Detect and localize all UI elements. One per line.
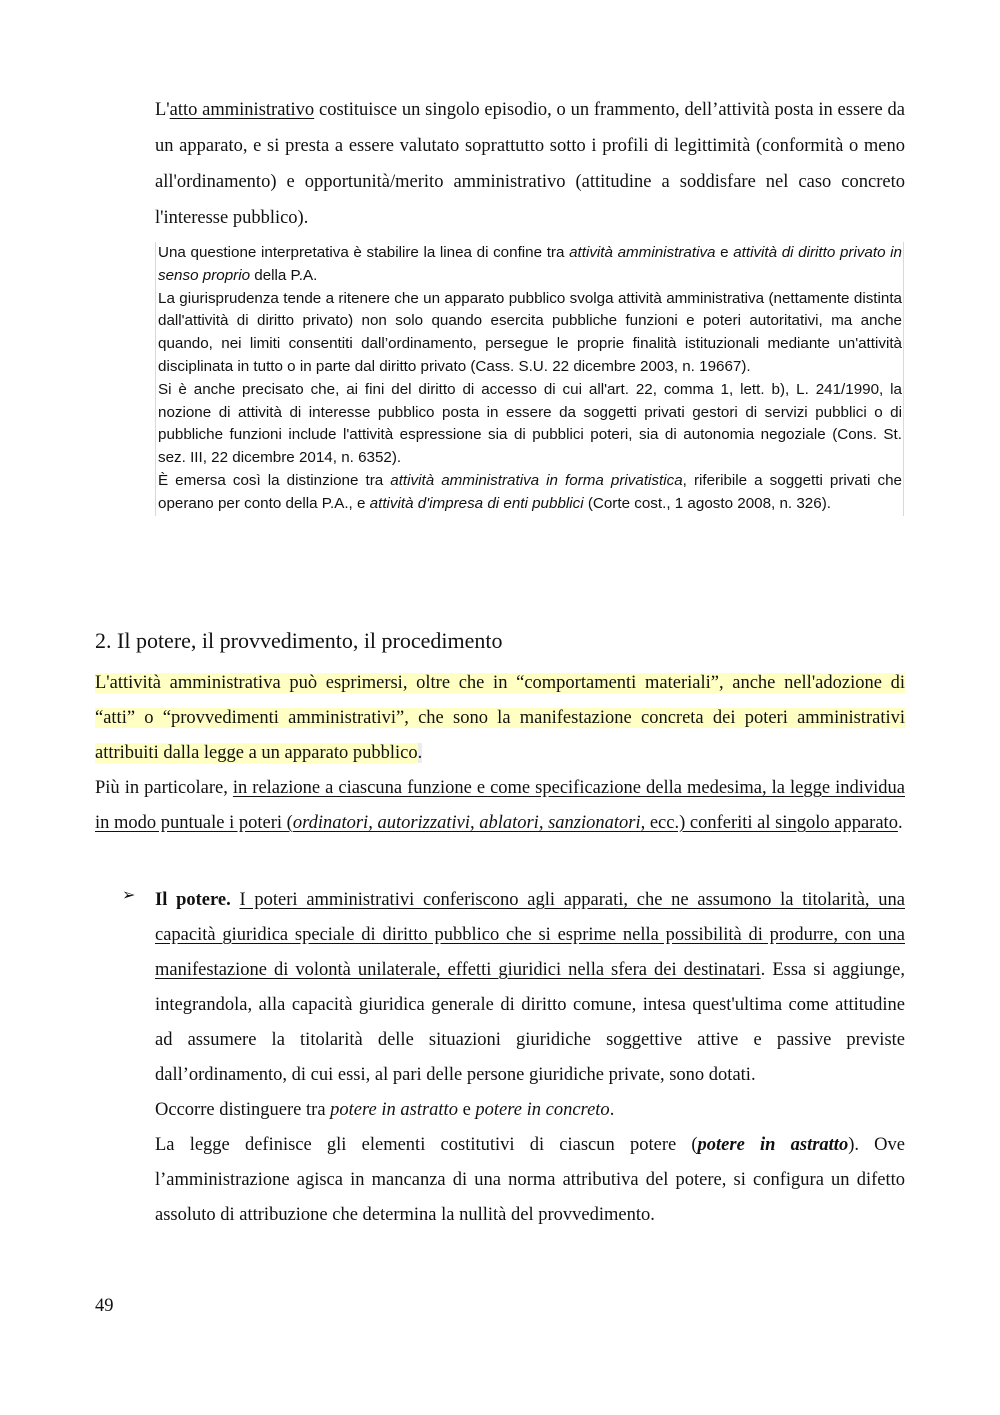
note-paragraph-4: È emersa così la distinzione tra attività amministrativa in forma privatistica, riferibile a soggetti privati che operano per conto della P.A., e attività d'impresa di enti pubblici (Corte cost., 1 agosto 2008, n. 326). <box>158 471 902 512</box>
page-number: 49 <box>95 1296 114 1316</box>
note-paragraph-3: Si è anche precisato che, ai fini del diritto di accesso di cui all'art. 22, comma 1, lett. b), L. 241/1990, la nozione di attività di interesse pubblico posta in essere da soggetti privati gestori di servizi pubblici o di pubbliche funzioni include l'attività espressione sia di pubblici poteri, sia di autonomia negoziale (Cons. St. sez. III, 22 dicembre 2014, n. 6352). <box>158 380 902 467</box>
potere-definition: Il potere. I poteri amministrativi conferiscono agli apparati, che ne assumono la titolarità, una capacità giuridica speciale di diritto pubblico che si esprime nella possibilità di produrre, con una manifestazione di volontà unilaterale, effetti giuridici nella sfera dei destinatari. Essa si aggiunge, integrandola, alla capacità giuridica generale di diritto comune, intesa quest'ultima come attitudine ad assumere la titolarità delle situazioni giuridiche soggettive attive e passive previste dall’ordinamento, di cui essi, al pari delle persone giuridiche private, sono dotati. <box>155 890 906 1085</box>
atto-amministrativo-term: atto amministrativo <box>169 100 315 120</box>
highlighted-paragraph: L'attività amministrativa può esprimersi, oltre che in “comportamenti materiali”, anche nell'adozione di “atti” o “provvedimenti amministrativi”, che sono la manifestazione concreta dei poteri amministrativi attribuiti dalla legge a un apparato pubblico. <box>95 673 905 763</box>
potere-title: Il potere. <box>155 890 231 910</box>
highlighted-text: L'attività amministrativa può esprimersi, oltre che in “comportamenti materiali”, anche nell'adozione di “atti” o “provvedimenti amministrativi”, che sono la manifestazione concreta dei poteri amministrativi attribuiti dalla legge a un apparato pubblico <box>95 673 905 763</box>
poteri-paragraph: Più in particolare, in relazione a ciascuna funzione e come specificazione della medesima, la legge individua in modo puntuale i poteri (ordinatori, autorizzativi, ablatori, sanzionatori, ecc.) conferiti al singolo apparato. <box>95 778 905 833</box>
intro-paragraph <box>155 92 905 236</box>
potere-list-item <box>155 883 905 1233</box>
intro-text: costituisce un singolo episodio, o un frammento, dell’attività posta in essere da un apparato, e si presta a essere valutato soprattutto sotto i profili di legittimità (conformità o meno all'ordinamento) e opportunità/merito amministrativo (attitudine a soddisfare nel caso concreto l'interesse pubblico). <box>155 100 905 228</box>
note-paragraph-1: Una questione interpretativa è stabilire la linea di confine tra attività amministrativa e attività di diritto privato in senso proprio della P.A. <box>158 244 902 284</box>
potere-astratto: La legge definisce gli elementi costitutivi di ciascun potere (potere in astratto). Ove l’amministrazione agisca in mancanza di una norma attributiva del potere, si configura un difetto assoluto di attribuzione che determina la nullità del provvedimento. <box>155 1135 906 1225</box>
intro-prefix: L' <box>155 100 170 120</box>
note-box <box>155 242 904 516</box>
potere-distinction: Occorre distinguere tra potere in astratto e potere in concreto. <box>155 1100 615 1120</box>
arrow-bullet-icon: ➢ <box>122 887 136 904</box>
note-paragraph-2: La giurisprudenza tende a ritenere che un apparato pubblico svolga attività amministrativa (nettamente distinta dall'attività di diritto privato) non solo quando esercita pubbliche funzioni e poteri autoritativi, ma anche quando, nei limiti consentiti dall’ordinamento, persegue le proprie finalità istituzionali mediante un'attività disciplinata in tutto o in parte dal diritto privato (Cass. S.U. 22 dicembre 2003, n. 19667). <box>158 289 902 375</box>
section-heading: 2. Il potere, il provvedimento, il procedimento <box>95 628 503 653</box>
